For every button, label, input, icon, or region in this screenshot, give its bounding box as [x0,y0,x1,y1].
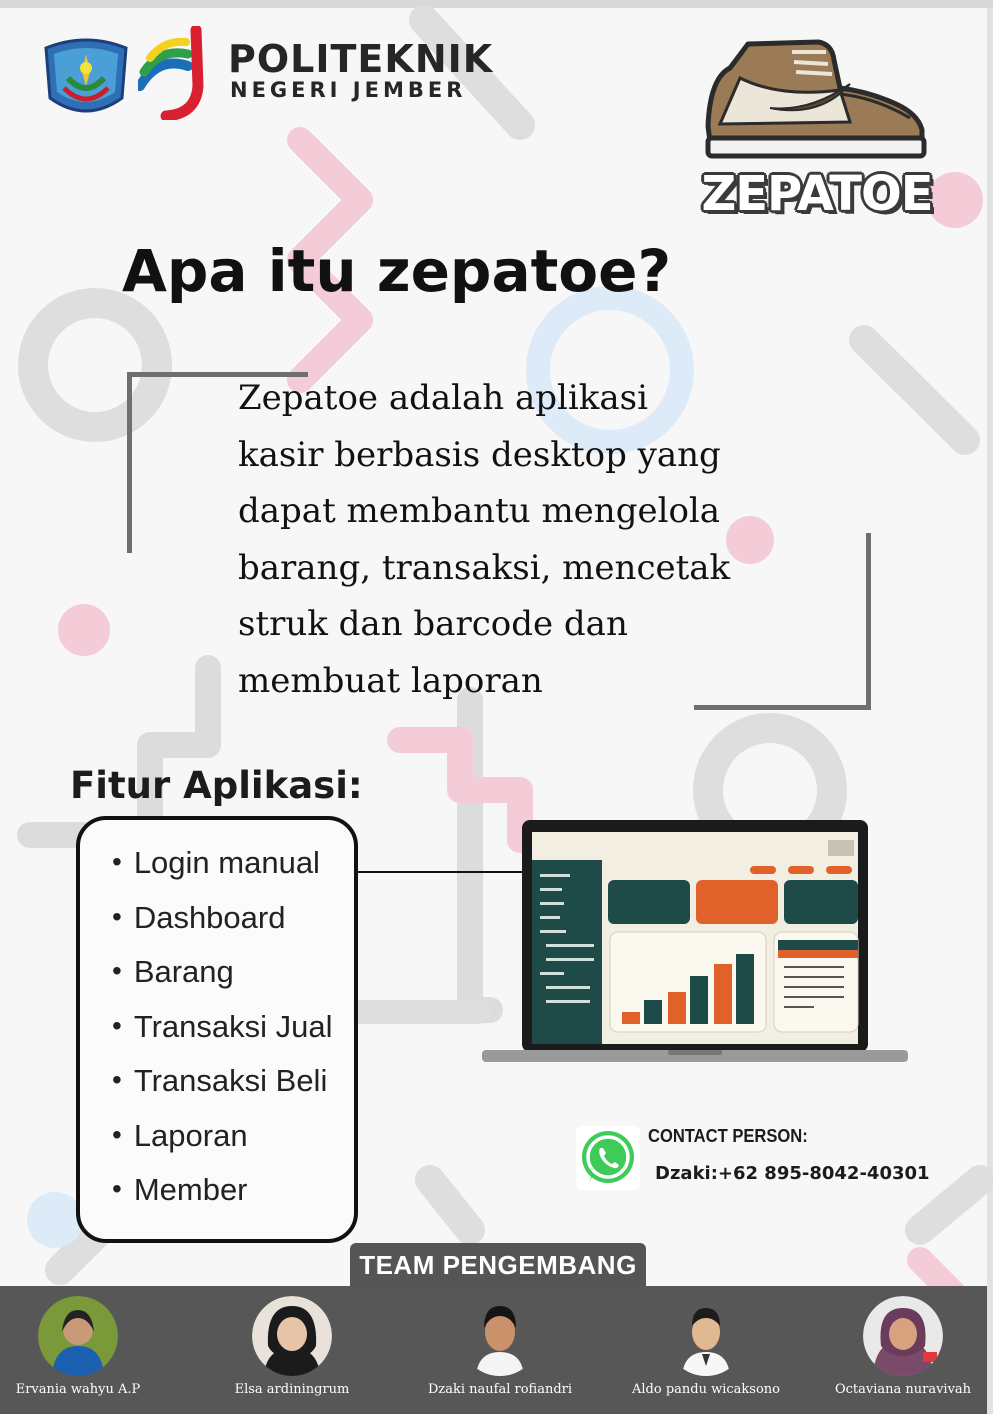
team-member [400,1286,600,1397]
features-title: Fitur Aplikasi: [70,764,363,807]
feature-item: • Barang [112,945,354,1000]
avatar [38,1296,118,1376]
description-line: dapat membantu mengelola [238,491,721,531]
features-list [80,820,354,1218]
avatar [460,1296,540,1376]
description [238,370,798,709]
team-member [192,1286,392,1397]
team-member [0,1286,178,1397]
contact-label: CONTACT PERSON: [648,1126,808,1146]
description-line: membuat laporan [238,660,543,701]
avatar [863,1296,943,1376]
description-line: kasir berbasis desktop yang [238,434,721,475]
feature-item: • Laporan [112,1109,354,1164]
description-line: barang, transaksi, mencetak [238,547,731,588]
member-name: Dzaki naufal rofiandri [427,1382,573,1397]
team-member [606,1286,806,1397]
avatar [252,1296,332,1376]
member-name: Aldo pandu wicaksono [632,1382,780,1397]
feature-item: • Transaksi Jual [112,1000,354,1055]
description-line: struk dan barcode dan [238,604,628,644]
member-name: Ervania wahyu A.P [15,1382,141,1397]
description-line: Zepatoe adalah aplikasi [238,378,648,418]
brand-name: ZEPATOE [701,166,933,222]
feature-item: • Transaksi Beli [112,1054,354,1109]
laptop-dashboard-illustration [482,820,908,1064]
page-title: Apa itu zepatoe? [122,237,672,305]
team-bar [0,1286,987,1414]
member-name: Octaviana nuravivah [834,1382,972,1397]
feature-item: • Dashboard [112,891,354,946]
sneaker-icon [700,38,930,166]
feature-item: • Member [112,1163,354,1218]
whatsapp-icon [576,1126,640,1190]
avatar [666,1296,746,1376]
institution-name: POLITEKNIK [228,37,494,81]
contact-value: Dzaki:+62 895-8042-40301 [655,1163,930,1184]
team-member [803,1286,993,1397]
polije-logo-mark [138,26,214,120]
feature-item: • Login manual [112,836,354,891]
features-box [76,816,358,1243]
government-seal-logo [38,28,134,124]
institution-subtitle: NEGERI JEMBER [230,78,467,102]
team-title: TEAM PENGEMBANG [350,1243,646,1287]
member-name: Elsa ardiningrum [234,1382,350,1397]
